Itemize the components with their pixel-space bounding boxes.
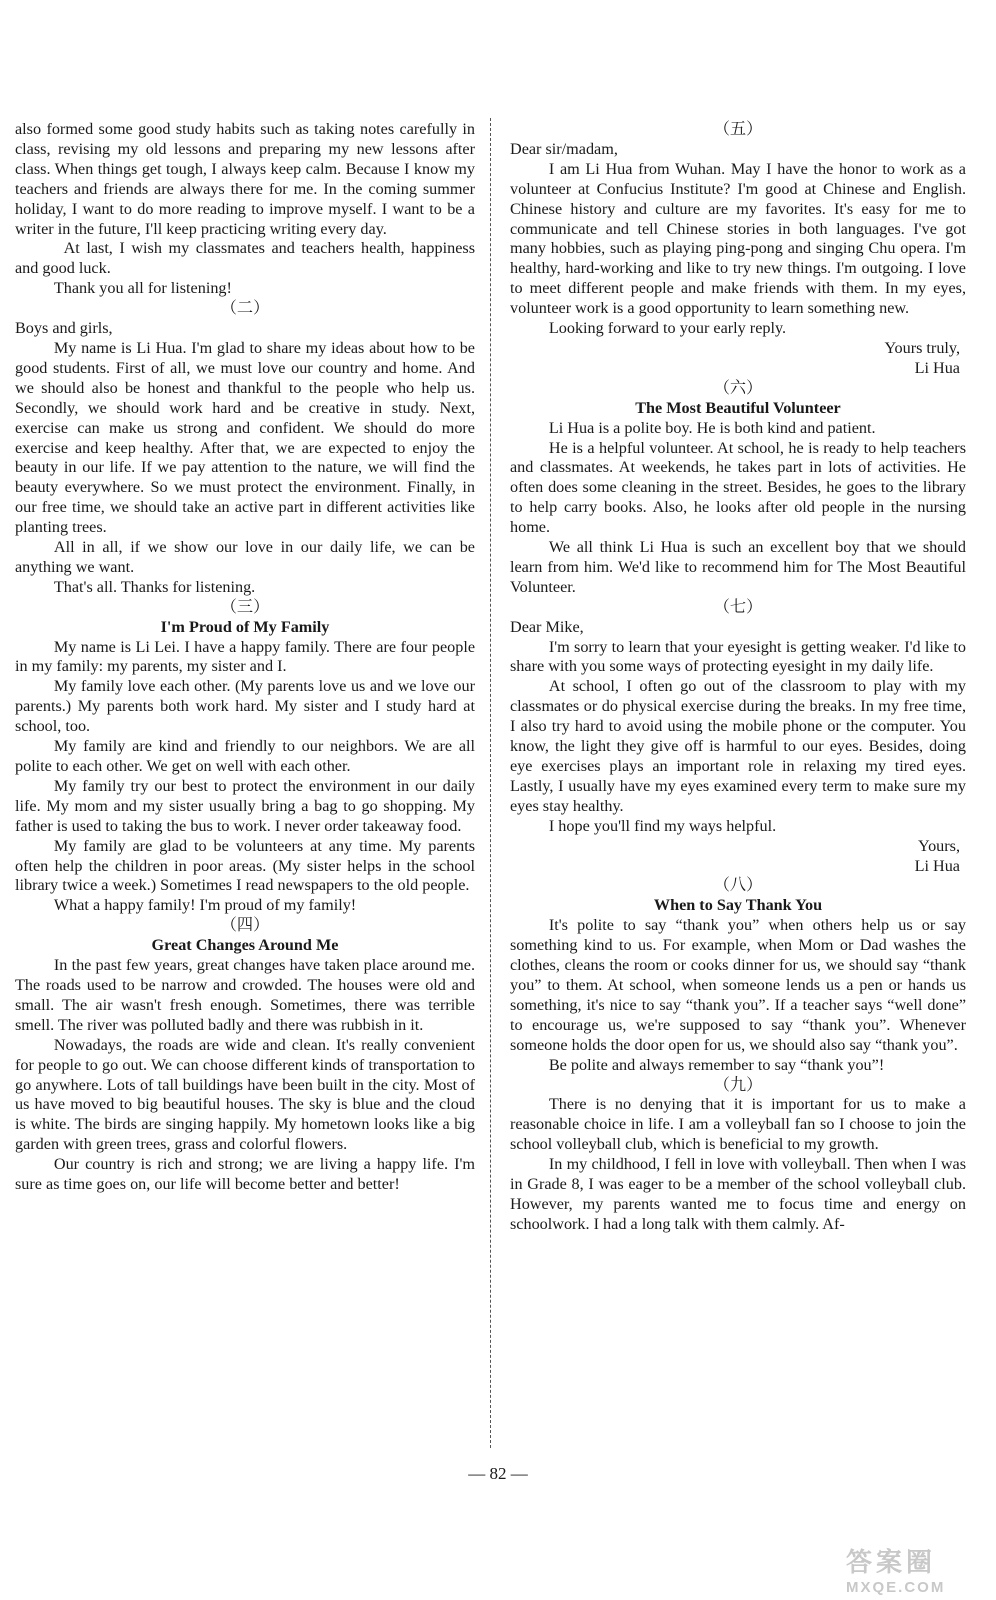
paragraph: also formed some good study habits such as taking notes carefully in class, revising my old lessons and preparing my new lessons after class. When things get tough, I always keep calm. Because I know my teachers and friends are always there for me. In the coming summer holiday, I want to do more reading to improve myself. I want to be a writer in the future, I'll keep practicing writing every day.	[15, 120, 475, 238]
paragraph: We all think Li Hua is such an excellent boy that we should learn from him. We'd like to recommend him for The Most Beautiful Volunteer.	[510, 538, 966, 596]
paragraph: He is a helpful volunteer. At school, he is ready to help teachers and classmates. At weekends, he takes part in lots of activities. He often does some cleaning in the street. Besides, he goes to the library to help carry books. Also, he looks after old people in the nursing home.	[510, 438, 966, 537]
paragraph: At school, I often go out of the classroom to play with my classmates or do physical exercise during the breaks. In my free time, I also try hard to avoid using the mobile phone or the computer. You know, the light they give off is harmful to our eyes. Besides, doing eye exercises plays an important role in relaxing my tired eyes. Lastly, I usually have my eyes examined every term to make sure my eyes stay healthy.	[510, 677, 966, 815]
paragraph: At last, I wish my classmates and teachers health, happiness and good luck.	[15, 239, 475, 278]
paragraph: All in all, if we show our love in our daily life, we can be anything we want.	[15, 538, 475, 576]
letter-signature: Li Hua	[914, 358, 960, 377]
paragraph: I'm sorry to learn that your eyesight is getting weaker. I'd like to share with you some ways of protecting eyesight in my daily life.	[510, 637, 966, 676]
watermark-url: MXQE.COM	[846, 1579, 946, 1596]
watermark-text: 答案圈	[846, 1547, 937, 1577]
paragraph: There is no denying that it is important for us to make a reasonable choice in life. I am a volleyball fan so I choose to join the school volleyball club, which is beneficial to my growth.	[510, 1095, 966, 1154]
right-column	[510, 120, 966, 1235]
paragraph: Nowadays, the roads are wide and clean. It's really convenient for people to go out. We can choose different kinds of transportation to go anywhere. Lots of tall buildings have been built in the city. Most of us have moved to big beautiful houses. The sky is blue and the cloud is white. The birds are singing happily. My hometown looks like a big garden with green trees, grass and colorful flowers.	[15, 1035, 475, 1154]
section-number: （七）	[713, 597, 763, 616]
paragraph: Li Hua is a polite boy. He is both kind and patient.	[548, 418, 876, 437]
paragraph: That's all. Thanks for listening.	[53, 577, 256, 596]
paragraph: In the past few years, great changes have taken place around me. The roads used to be narrow and crowded. The houses were old and small. The air wasn't fresh enough. Sometimes, there was terrible smell. The river was polluted badly and there was rubbish in it.	[15, 956, 475, 1034]
essay-title: The Most Beautiful Volunteer	[635, 398, 841, 417]
section-number: （八）	[713, 876, 763, 895]
paragraph: My family try our best to protect the environment in our daily life. My mom and my sister usually bring a bag to go shopping. My father is used to taking the bus to work. I never order takeaway food.	[15, 776, 475, 835]
section-number: （四）	[220, 916, 270, 935]
paragraph: My family are glad to be volunteers at any time. My parents often help the children in poor areas. (My sister helps in the school library twice a week.) Sometimes I read newspapers to the old people.	[15, 836, 475, 895]
left-column	[15, 120, 475, 1195]
section-number: （三）	[220, 597, 270, 616]
paragraph: What a happy family! I'm proud of my family!	[53, 896, 357, 915]
paragraph: My name is Li Lei. I have a happy family. There are four people in my family: my parents, my sister and I.	[15, 637, 475, 676]
essay-title: I'm Proud of My Family	[160, 617, 330, 636]
greeting: Dear Mike,	[510, 617, 584, 636]
greeting: Boys and girls,	[15, 319, 113, 338]
section-number: （五）	[713, 120, 763, 138]
column-divider	[490, 118, 491, 1448]
paragraph: Thank you all for listening!	[53, 279, 232, 298]
paragraph: It's polite to say “thank you” when others help us or say something kind to us. For example, when Mom or Dad washes the clothes, cleans the room or cooks dinner for us, we should say “thank you” to them. At school, when someone lends us a pen or hands us something, it's nice to say “thank you”. If a teacher says “well done” to encourage us, we're supposed to say “thank you”. Whenever someone holds the door open for us, we should also say “thank you”.	[510, 916, 966, 1054]
paragraph: Looking forward to your early reply.	[548, 319, 787, 338]
paragraph: My family love each other. (My parents love us and we love our parents.) My parents both work hard. My sister and I study hard at school, too.	[15, 677, 475, 736]
essay-title: When to Say Thank You	[653, 896, 823, 915]
paragraph: My family are kind and friendly to our neighbors. We are all polite to each other. We get on well with each other.	[15, 737, 475, 775]
paragraph: Be polite and always remember to say “thank you”!	[548, 1055, 885, 1074]
paragraph: I hope you'll find my ways helpful.	[548, 816, 777, 835]
watermark-logo	[846, 1542, 986, 1596]
letter-closing: Yours truly,	[884, 338, 960, 357]
letter-signature: Li Hua	[914, 856, 960, 875]
greeting: Dear sir/madam,	[510, 139, 618, 158]
page-number: — 82 —	[468, 1464, 528, 1483]
letter-closing: Yours,	[918, 836, 960, 855]
paragraph: My name is Li Hua. I'm glad to share my ideas about how to be good students. First of all, we must love our country and home. And we should also be honest and thankful to the people who help us. Secondly, we should work hard and be creative in study. Next, exercise can make us strong and confident. We should do more exercise and keep healthy. After that, we are expected to enjoy the beauty in our life. If we pay attention to the nature, we will find the beauty everywhere. So we must protect the environment. Finally, in our free time, we should take an active part in different activities like planting trees.	[15, 338, 475, 537]
essay-title: Great Changes Around Me	[151, 936, 339, 955]
section-number: （六）	[713, 378, 763, 397]
paragraph: In my childhood, I fell in love with volleyball. Then when I was in Grade 8, I was eager to be a member of the school volleyball club. However, my parents wanted me to focus time and energy on schoolwork. I had a long talk with them calmly. Af-	[510, 1155, 966, 1233]
paragraph: Our country is rich and strong; we are living a happy life. I'm sure as time goes on, our life will become better and better!	[15, 1155, 475, 1194]
paragraph: I am Li Hua from Wuhan. May I have the honor to work as a volunteer at Confucius Institute? I'm good at Chinese and English. Chinese history and culture are my favorites. It's easy for me to communicate and tell Chinese stories in both languages. I've got many hobbies, such as playing ping-pong and singing Chu opera. I'm healthy, hard-working and like to try new things. I'm outgoing. I love to meet different people and make friends with them. In my eyes, volunteer work is a good opportunity to learn something new.	[510, 159, 966, 318]
section-number: （九）	[713, 1075, 763, 1094]
section-number: （二）	[220, 299, 270, 318]
